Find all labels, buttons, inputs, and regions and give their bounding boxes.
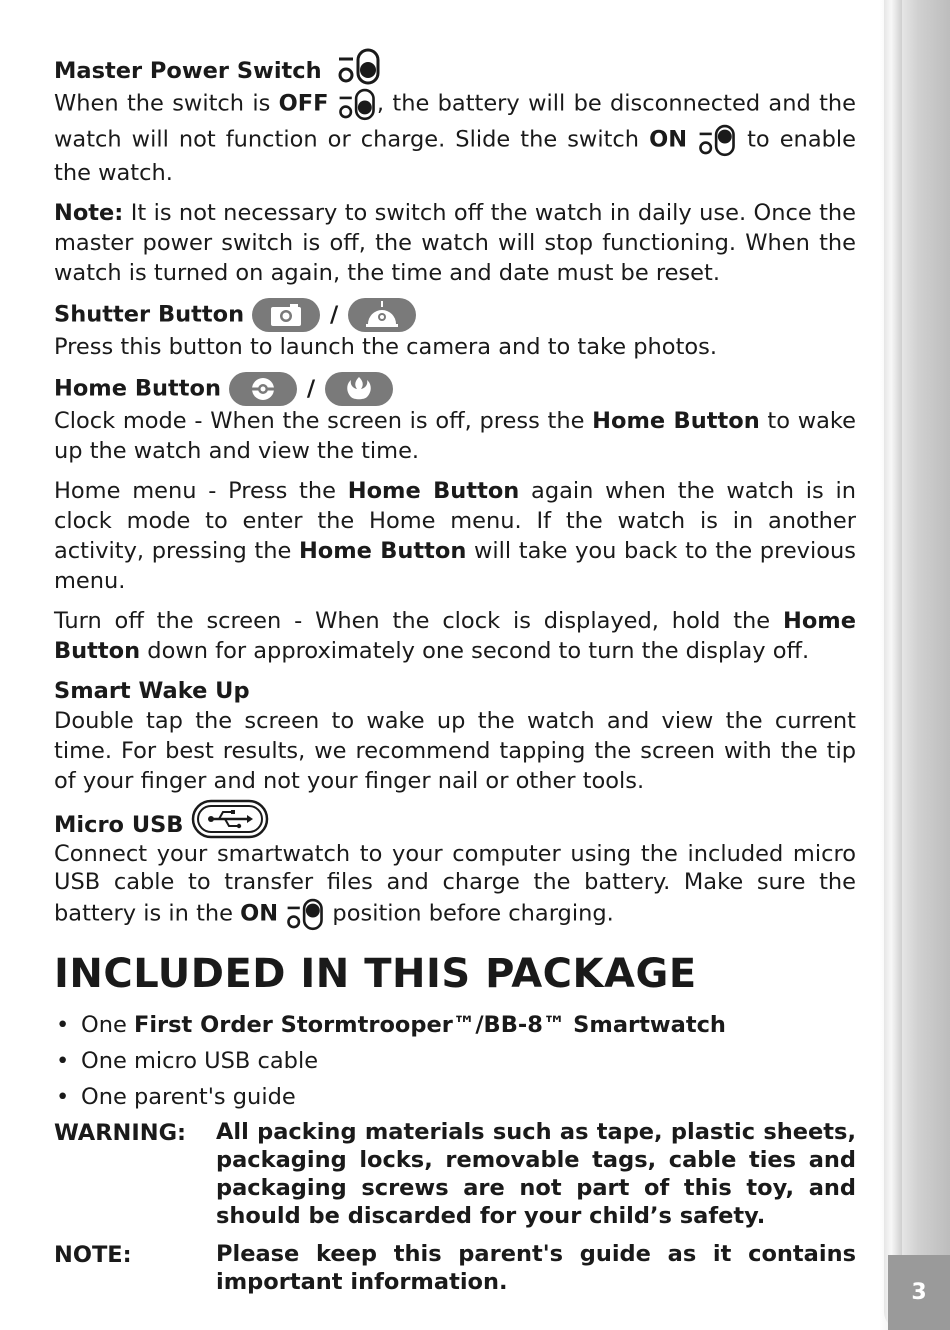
power-switch-off-icon (337, 86, 377, 122)
home-turn-off-screen: Turn off the screen - When the clock is displayed, hold the Home Button down for approximately one second to turn the display off. (54, 608, 856, 664)
home-heading: Home Button / (54, 372, 856, 406)
warning-block (54, 1118, 856, 1230)
page-number: 3 (888, 1255, 950, 1330)
smart-wake-description: Double tap the screen to wake up the watch and view the current time. For best results, we recommend tapping the screen with the tip of your finger and not your finger nail or other tools. (54, 708, 856, 794)
master-power-heading: Master Power Switch (54, 56, 856, 86)
shutter-description: Press this button to launch the camera and to take photos. (54, 334, 718, 360)
package-item: • One micro USB cable (54, 1046, 856, 1076)
power-switch-on-icon (285, 896, 325, 932)
package-item: • One parent's guide (54, 1082, 856, 1112)
package-item: • One First Order Stormtrooper™/BB-8™ Smartwatch (54, 1010, 856, 1040)
power-switch-icon (336, 46, 382, 86)
power-switch-on-icon (697, 122, 737, 158)
package-list (54, 1010, 856, 1112)
smart-wake-heading: Smart Wake Up (54, 678, 250, 704)
shutter-heading: Shutter Button / (54, 298, 856, 332)
master-power-description: When the switch is OFF , the battery will be disconnected and the watch will not function or charge. Slide the switch ON to enable the watch. (54, 86, 856, 188)
home-menu: Home menu - Press the Home Button again when the watch is in clock mode to enter the Home menu. If the watch is in another activity, pressing the Home Button will take you back to the previous menu. (54, 478, 856, 594)
page-edge-decoration (880, 0, 950, 1330)
note-label: NOTE: (54, 1242, 132, 1268)
manual-content (54, 56, 856, 1296)
warning-label: WARNING: (54, 1120, 187, 1146)
home-clock-mode: Clock mode - When the screen is off, press the Home Button to wake up the watch and view the time. (54, 408, 856, 464)
master-power-note: Note: It is not necessary to switch off the watch in daily use. Once the master power switch is off, the watch will stop functioning. When the watch is turned on again, the time and date must be reset. (54, 200, 856, 286)
warning-text: All packing materials such as tape, plastic sheets, packaging locks, removable tags, cable ties and packaging screws are not part of this toy, and should be discarded for your child’s safety. (216, 1119, 856, 1229)
bb8-button-icon (348, 298, 416, 332)
note-text: Please keep this parent's guide as it contains important information. (216, 1241, 856, 1295)
micro-usb-description: Connect your smartwatch to your computer using the included micro USB cable to transfer files and charge the battery. Make sure the battery is in the ON position before charging. (54, 840, 856, 932)
package-heading: INCLUDED IN THIS PACKAGE (54, 951, 697, 997)
note-block (54, 1240, 856, 1296)
usb-port-icon (191, 799, 269, 839)
camera-button-icon (252, 298, 320, 332)
first-order-button-icon (229, 372, 297, 406)
rebel-button-icon (325, 372, 393, 406)
micro-usb-heading: Micro USB (54, 810, 856, 840)
